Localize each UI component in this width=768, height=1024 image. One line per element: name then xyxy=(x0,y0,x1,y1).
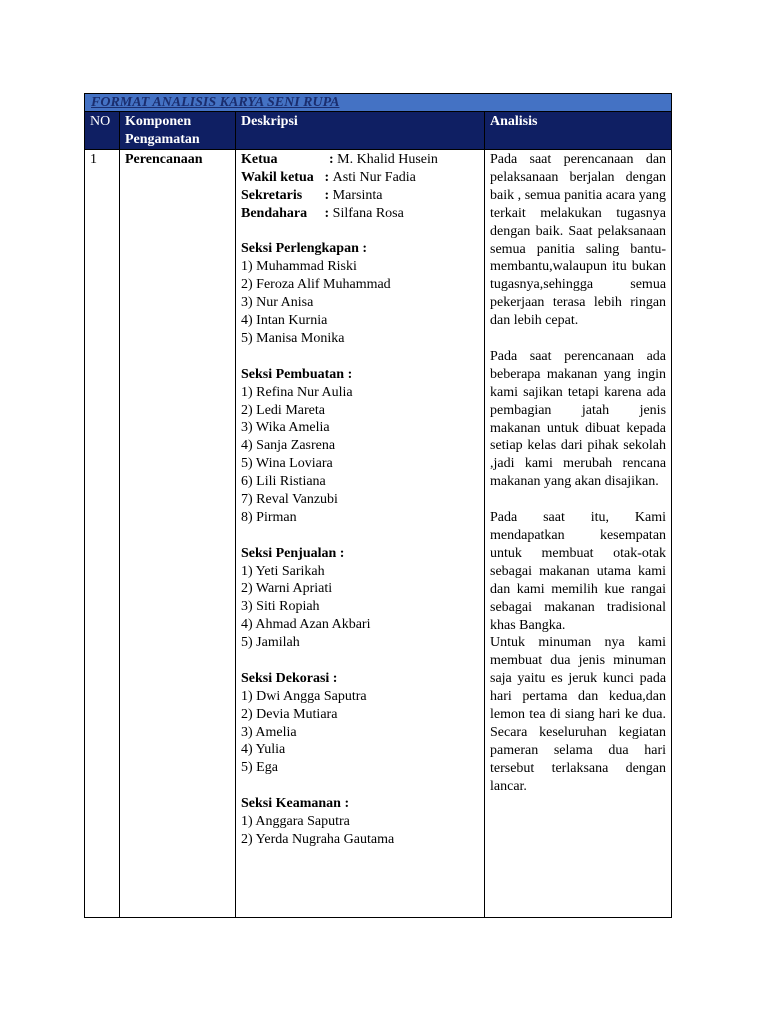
table-title: FORMAT ANALISIS KARYA SENI RUPA xyxy=(91,95,340,110)
list-item: 5) Wina Loviara xyxy=(241,456,333,472)
header-analisis: Analisis xyxy=(485,112,672,150)
list-item: 4) Intan Kurnia xyxy=(241,313,328,329)
row-analisis xyxy=(485,150,672,918)
seksi-title: Seksi Keamanan : xyxy=(241,796,350,812)
pengurus-separator: : xyxy=(321,205,333,221)
table-row xyxy=(85,150,672,918)
list-item: 1) Refina Nur Aulia xyxy=(241,384,353,400)
pengurus-item xyxy=(241,151,479,169)
header-komponen: Komponen Pengamatan xyxy=(120,112,236,150)
list-item: 2) Devia Mutiara xyxy=(241,706,338,722)
header-deskripsi: Deskripsi xyxy=(236,112,485,150)
pengurus-label: Bendahara xyxy=(241,205,308,221)
list-item: 2) Ledi Mareta xyxy=(241,402,325,418)
seksi-title: Seksi Perlengkapan : xyxy=(241,241,368,257)
list-item: 4) Sanja Zasrena xyxy=(241,438,336,454)
table-title-row xyxy=(85,94,672,112)
pengurus-value: Marsinta xyxy=(332,187,383,203)
list-item: 8) Pirman xyxy=(241,509,297,525)
analisis-text xyxy=(490,151,666,796)
list-item: 5) Manisa Monika xyxy=(241,330,345,346)
pengurus-label: Wakil ketua xyxy=(241,169,314,185)
pengurus-item xyxy=(241,169,479,187)
list-item: 1) Muhammad Riski xyxy=(241,259,357,275)
list-item: 3) Amelia xyxy=(241,724,297,740)
pengurus-label: Sekretaris xyxy=(241,187,303,203)
list-item: 3) Nur Anisa xyxy=(241,295,314,311)
list-item: 7) Reval Vanzubi xyxy=(241,491,338,507)
seksi-list xyxy=(241,223,479,849)
row-komponen: Perencanaan xyxy=(120,150,236,918)
header-no: NO xyxy=(85,112,120,150)
pengurus-separator: : xyxy=(329,152,338,167)
list-item: 4) Ahmad Azan Akbari xyxy=(241,617,371,633)
table-header-row xyxy=(85,112,672,150)
seksi-title: Seksi Pembuatan : xyxy=(241,366,353,382)
row-deskripsi xyxy=(236,150,485,918)
list-item: 1) Dwi Angga Saputra xyxy=(241,688,367,704)
list-item: 5) Jamilah xyxy=(241,635,300,651)
pengurus-list xyxy=(241,151,479,223)
analisis-paragraph: Pada saat perencanaan dan pelaksanaan berjalan dengan baik , semua panitia acara yang terkait melakukan tugasnya dengan baik. Saat pelaksanaan semua panitia saling bantu-membantu,walaupun itu bukan tugasnya,sehingga semua pekerjaan terasa lebih ringan dan lebih cepat. xyxy=(490,152,667,329)
analysis-table xyxy=(84,93,672,918)
list-item: 4) Yulia xyxy=(241,742,286,758)
list-item: 2) Warni Apriati xyxy=(241,581,333,597)
pengurus-value: Asti Nur Fadia xyxy=(332,169,416,185)
row-no: 1 xyxy=(85,150,120,918)
pengurus-value: M. Khalid Husein xyxy=(337,152,438,167)
analisis-paragraph: Pada saat perencanaan ada beberapa makanan yang ingin kami sajikan tetapi karena ada pembagian jatah jenis makanan untuk dibuat kepada setiap kelas dari pihak sekolah ,jadi kami merubah rencana makanan yang akan disajikan. xyxy=(490,348,667,490)
seksi-title: Seksi Penjualan : xyxy=(241,545,345,561)
analisis-paragraph: Untuk minuman nya kami membuat dua jenis minuman saja yaitu es jeruk kunci pada hari pertama dan kedua,dan lemon tea di siang hari ke dua. Secara keseluruhan kegiatan pameran selama dua hari tersebut terlaksana dengan lancar. xyxy=(490,635,667,794)
list-item: 3) Wika Amelia xyxy=(241,420,330,436)
pengurus-separator: : xyxy=(321,169,333,185)
analisis-paragraph: Pada saat itu, Kami mendapatkan kesempatan untuk membuat otak-otak sebagai makanan utama kami dan kami memilih kue rangai sebagai makanan tradisional khas Bangka. xyxy=(490,510,667,633)
list-item: 2) Yerda Nugraha Gautama xyxy=(241,831,395,847)
table-title-cell xyxy=(85,94,672,112)
pengurus-separator: : xyxy=(321,187,333,203)
pengurus-item xyxy=(241,187,479,205)
pengurus-label: Ketua xyxy=(241,152,278,167)
list-item: 1) Anggara Saputra xyxy=(241,814,350,830)
list-item: 2) Feroza Alif Muhammad xyxy=(241,277,391,293)
list-item: 3) Siti Ropiah xyxy=(241,599,320,615)
seksi-title: Seksi Dekorasi : xyxy=(241,670,338,686)
pengurus-value: Silfana Rosa xyxy=(332,205,404,221)
list-item: 1) Yeti Sarikah xyxy=(241,563,325,579)
list-item: 5) Ega xyxy=(241,760,278,776)
list-item: 6) Lili Ristiana xyxy=(241,474,326,490)
pengurus-item xyxy=(241,205,479,223)
